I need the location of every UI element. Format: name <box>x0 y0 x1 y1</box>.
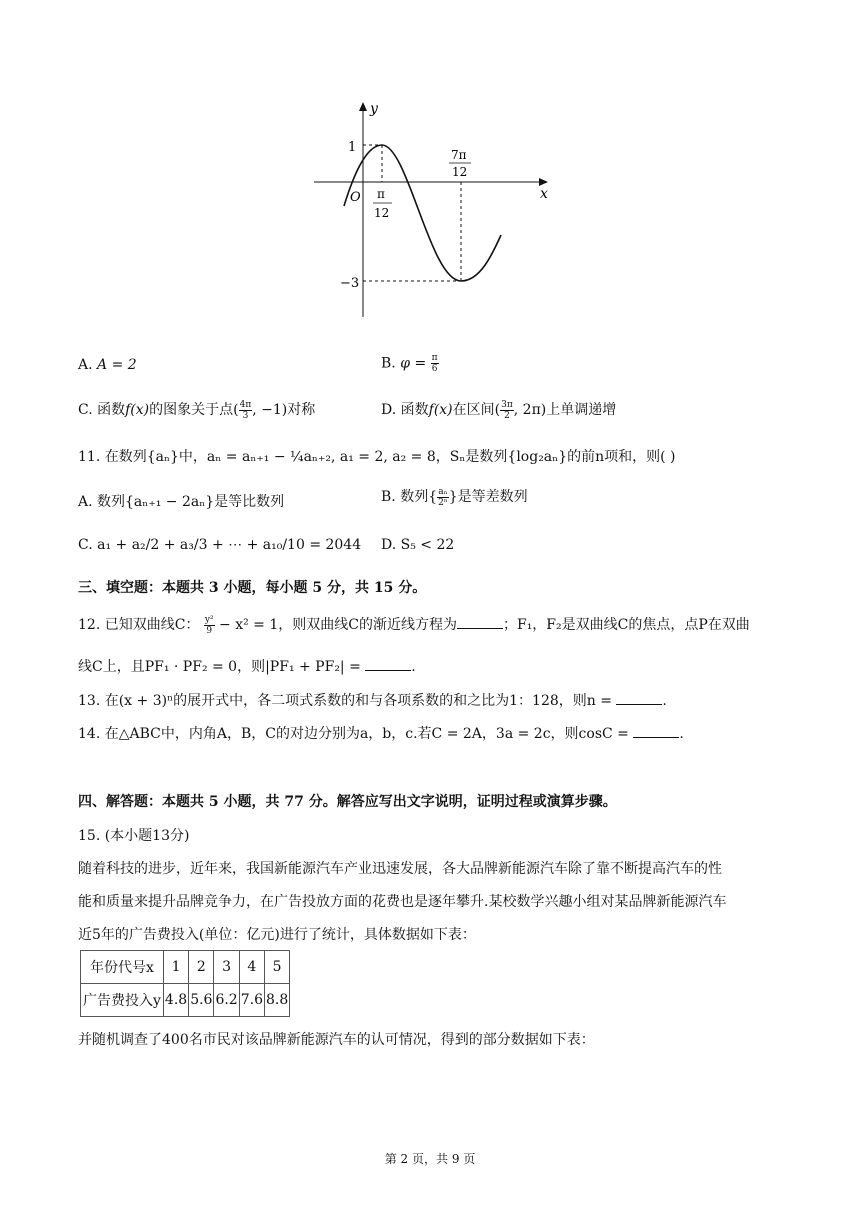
x-axis-label: x <box>540 186 548 202</box>
q14-text: . <box>679 726 684 742</box>
option-text: , 2π)上单调递增 <box>513 402 617 418</box>
q13-text: 13. 在(x + 3)ⁿ的展开式中，各二项式系数的和与各项系数的和之比为1：128，则n = <box>78 693 617 709</box>
origin-label: O <box>350 190 361 205</box>
y-axis-label: y <box>370 101 378 117</box>
x1-denominator: 12 <box>374 206 390 220</box>
table-cell: 2 <box>189 951 214 984</box>
q11-option-b <box>381 486 528 508</box>
denominator: 6 <box>431 364 438 374</box>
option-prefix: A. <box>78 357 98 373</box>
q10-option-a <box>78 357 137 373</box>
table-row <box>81 951 290 984</box>
table-cell: 3 <box>214 951 239 984</box>
q15-paragraph-3: 近5年的广告费投入(单位：亿元)进行了统计，具体数据如下表： <box>78 927 476 943</box>
fraction <box>204 615 215 636</box>
option-text: , −1)对称 <box>252 402 316 418</box>
numerator: 4π <box>239 399 252 410</box>
fraction <box>431 353 439 374</box>
numerator: 3π <box>501 399 513 410</box>
option-prefix: D. 函数 <box>381 402 429 418</box>
numerator: aₙ <box>438 486 448 497</box>
x2-denominator: 12 <box>452 165 468 179</box>
answer-blank[interactable] <box>633 725 679 738</box>
q11-stem: 11. 在数列{aₙ}中，aₙ = aₙ₊₁ − ¼aₙ₊₂, a₁ = 2, a₂ = 8，Sₙ是数列{log₂aₙ}的前n项和，则( ) <box>78 449 676 465</box>
q14-text: 14. 在△ABC中，内角A，B，C的对边分别为a，b，c.若C = 2A，3a = 2c，则cosC = <box>78 726 634 742</box>
denominator: 2ⁿ <box>438 497 448 508</box>
q13 <box>78 690 667 710</box>
fraction <box>239 400 253 421</box>
table-cell: 4.8 <box>163 984 188 1017</box>
answer-blank[interactable] <box>616 692 662 705</box>
x2-numerator: 7π <box>451 148 467 162</box>
numerator: y² <box>204 614 214 625</box>
option-prefix: C. 函数 <box>78 402 126 418</box>
q10-option-d <box>381 399 616 421</box>
q12-text: 线C上，且PF₁ · PF₂ = 0，则|PF₁ + PF₂| = <box>78 659 366 675</box>
ad-spend-table <box>80 950 290 1017</box>
table-row <box>81 984 290 1017</box>
section3-heading: 三、填空题：本题共 3 小题，每小题 5 分，共 15 分。 <box>78 580 427 596</box>
x1-numerator: π <box>377 187 385 201</box>
answer-blank[interactable] <box>457 616 503 629</box>
function-symbol: f(x) <box>125 402 150 418</box>
fraction <box>437 487 449 508</box>
table-row-header: 广告费投入y <box>81 984 164 1017</box>
option-prefix: B. 数列{ <box>381 489 438 505</box>
q12-text: 12. 已知双曲线C： <box>78 617 204 633</box>
q14 <box>78 723 684 743</box>
answer-blank[interactable] <box>365 658 411 671</box>
table-cell: 5.6 <box>189 984 214 1017</box>
q13-text: . <box>662 693 667 709</box>
y-max-label: 1 <box>348 140 357 155</box>
q10-option-b <box>381 353 439 374</box>
q10-option-c <box>78 399 315 421</box>
q12-text: . <box>411 659 416 675</box>
fraction <box>500 400 514 421</box>
sine-curve <box>344 145 501 281</box>
q15-paragraph-1: 随着科技的进步，近年来，我国新能源汽车产业迅速发展，各大品牌新能源汽车除了靠不断提高汽车的性 <box>78 861 722 877</box>
numerator: π <box>431 353 438 363</box>
table-row-header: 年份代号x <box>81 951 164 984</box>
q15-title: 15. (本小题13分) <box>78 828 190 844</box>
q12-text: ；F₁，F₂是双曲线C的焦点，点P在双曲 <box>502 617 750 633</box>
table-cell: 1 <box>163 951 188 984</box>
page-footer: 第 2 页，共 9 页 <box>384 1152 476 1166</box>
q12-line1 <box>78 614 750 636</box>
option-text: 的图象关于点( <box>149 402 239 418</box>
y-min-label: −3 <box>340 276 360 291</box>
y-axis-arrow <box>359 102 367 111</box>
denominator: 9 <box>206 625 213 636</box>
q11-option-a: A. 数列{aₙ₊₁ − 2aₙ}是等比数列 <box>78 494 285 510</box>
q15-paragraph-4: 并随机调查了400名市民对该品牌新能源汽车的认可情况，得到的部分数据如下表： <box>78 1032 595 1048</box>
table-cell: 5 <box>264 951 289 984</box>
q15-paragraph-2: 能和质量来提升品牌竞争力，在广告投放方面的花费也是逐年攀升.某校数学兴趣小组对某品牌新能源汽车 <box>78 894 727 910</box>
table-cell: 6.2 <box>214 984 239 1017</box>
function-symbol: f(x) <box>428 402 453 418</box>
q11-option-c: C. a₁ + a₂/2 + a₃/3 + ⋯ + a₁₀/10 = 2044 <box>78 537 362 553</box>
option-prefix: B. <box>381 355 401 372</box>
option-text: 在区间( <box>452 402 501 418</box>
option-math: φ = <box>400 355 431 372</box>
table-cell: 7.6 <box>239 984 264 1017</box>
table-cell: 4 <box>239 951 264 984</box>
table-cell: 8.8 <box>264 984 289 1017</box>
section4-heading: 四、解答题：本题共 5 小题，共 77 分。解答应写出文字说明，证明过程或演算步骤。 <box>78 794 617 810</box>
sine-graph <box>300 95 560 320</box>
q12-text: − x² = 1，则双曲线C的渐近线方程为 <box>214 617 457 633</box>
option-math: A = 2 <box>97 357 137 373</box>
option-text: }是等差数列 <box>448 489 528 505</box>
denominator: 2 <box>504 410 510 421</box>
q12-line2 <box>78 656 416 676</box>
denominator: 3 <box>242 410 249 421</box>
x-axis-arrow <box>539 178 548 186</box>
q11-option-d: D. S₅ < 22 <box>381 537 455 553</box>
